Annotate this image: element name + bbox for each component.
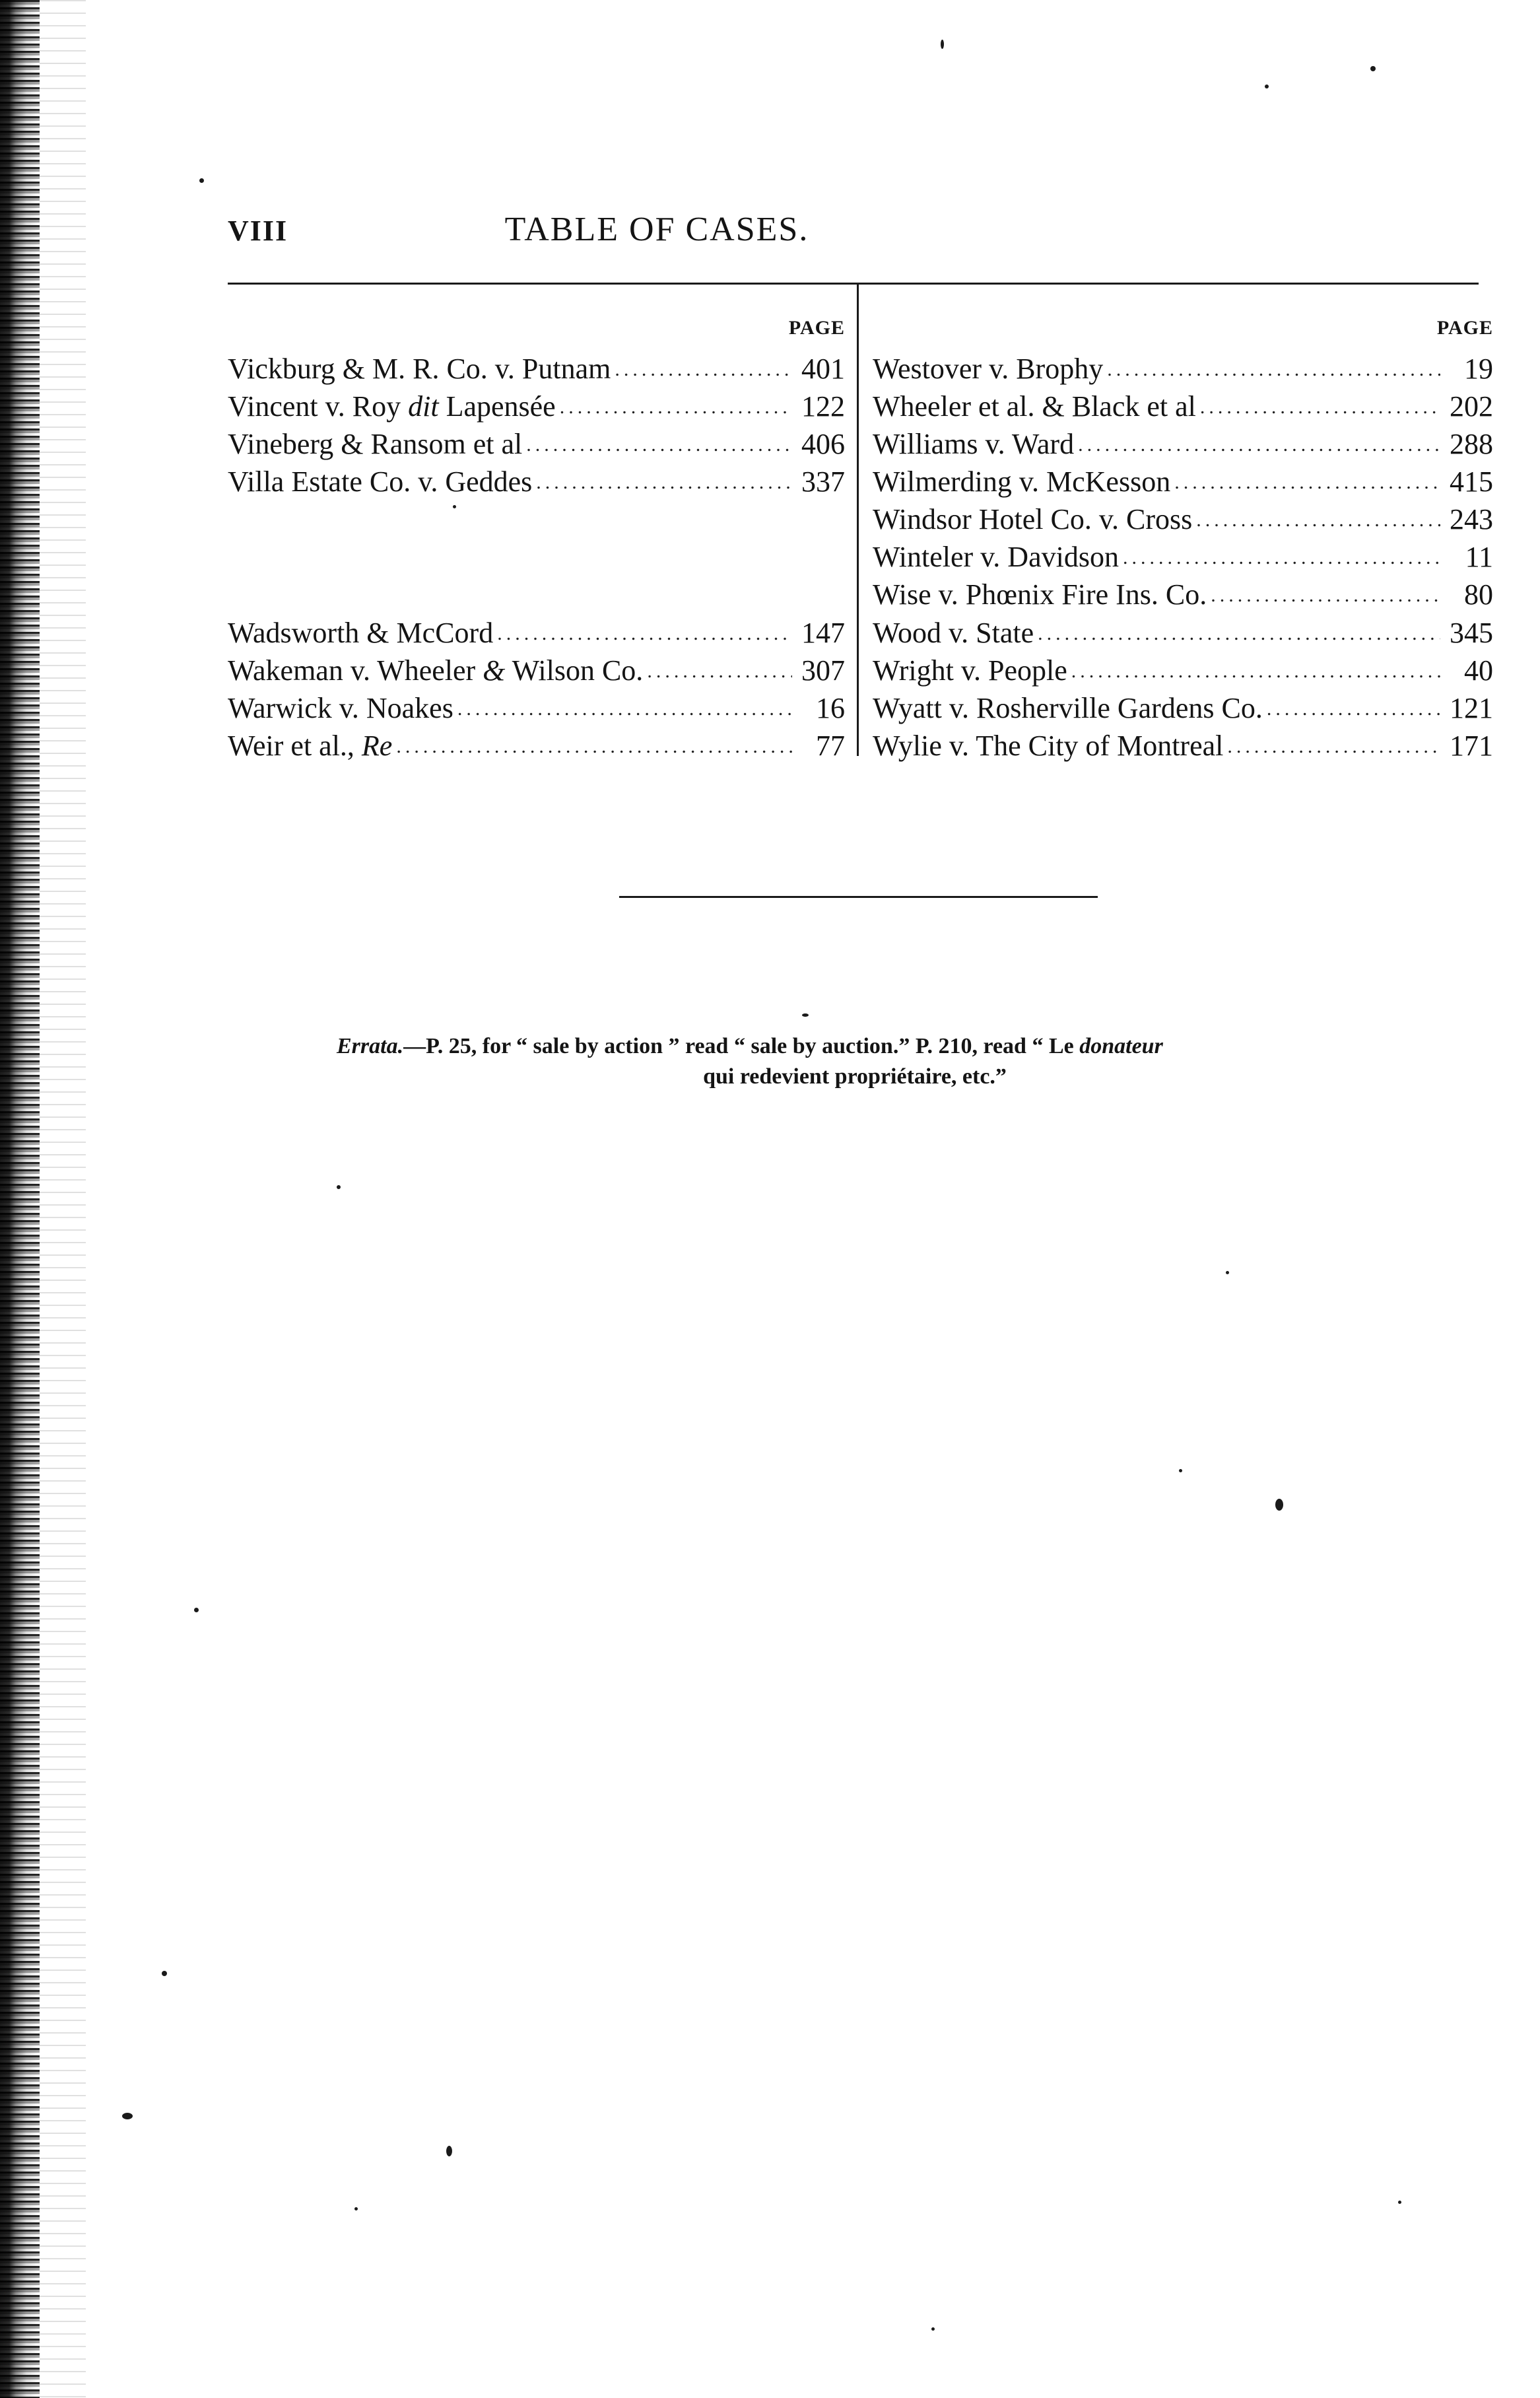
case-name: Vickburg & M. R. Co. v. Putnam <box>228 353 611 385</box>
scan-speck <box>122 2113 133 2119</box>
case-entry <box>873 576 1493 613</box>
case-entry <box>873 388 1493 425</box>
dot-leader <box>1123 539 1440 576</box>
case-name: Winteler v. Davidson <box>873 541 1119 573</box>
dot-leader <box>1200 388 1440 426</box>
page-folio: VIII <box>228 215 288 247</box>
case-page: 406 <box>801 428 845 460</box>
case-name: Warwick v. Noakes <box>228 692 453 724</box>
header-rule <box>228 283 1479 285</box>
errata-line-1: Errata.—P. 25, for “ sale by action ” read “ sale by auction.” P. 210, read “ Le donateur <box>337 1034 1163 1058</box>
scan-speck <box>337 1185 341 1189</box>
case-name: Wakeman v. Wheeler & Wilson Co. <box>228 654 644 687</box>
scan-speck <box>446 2146 452 2156</box>
case-page: 415 <box>1450 465 1493 498</box>
case-entry <box>873 463 1493 500</box>
case-page: 16 <box>816 692 845 724</box>
case-name: Westover v. Brophy <box>873 353 1104 385</box>
case-entry <box>873 425 1493 463</box>
page-column-label: PAGE <box>1436 317 1493 339</box>
scan-speck <box>194 1608 199 1612</box>
dot-leader <box>1267 690 1440 728</box>
case-name: Williams v. Ward <box>873 428 1075 460</box>
case-page: 345 <box>1450 617 1493 649</box>
column-divider <box>857 284 859 756</box>
binding-edge <box>0 0 40 2398</box>
scan-speck <box>354 2207 358 2210</box>
case-page: 147 <box>801 617 845 649</box>
scan-speck <box>802 1013 809 1017</box>
running-head <box>228 210 1479 250</box>
case-page: 288 <box>1450 428 1493 460</box>
case-entry <box>228 425 845 463</box>
case-page: 307 <box>801 654 845 687</box>
case-entry <box>873 500 1493 538</box>
case-entry <box>873 727 1493 765</box>
scan-speck <box>1226 1271 1229 1274</box>
dot-leader <box>396 728 792 765</box>
case-entry <box>873 689 1493 727</box>
case-page: 19 <box>1464 353 1493 385</box>
errata-line-2: qui redevient propriétaire, etc.” <box>703 1064 1007 1089</box>
scan-speck <box>1265 85 1269 88</box>
dot-leader <box>1078 426 1440 463</box>
case-page: 11 <box>1465 541 1493 573</box>
page-column-label: PAGE <box>788 317 845 339</box>
dot-leader <box>1196 501 1440 539</box>
dot-leader <box>1107 351 1440 388</box>
case-entry <box>873 614 1493 652</box>
dot-leader <box>1211 576 1440 614</box>
case-entry <box>873 652 1493 689</box>
dot-leader <box>1227 728 1440 765</box>
case-name: Wright v. People <box>873 654 1067 687</box>
case-name: Wise v. Phœnix Fire Ins. Co. <box>873 578 1207 611</box>
case-entry <box>873 538 1493 576</box>
dot-leader <box>457 690 792 728</box>
case-name: Windsor Hotel Co. v. Cross <box>873 503 1193 535</box>
scan-speck <box>1370 66 1376 71</box>
scan-speck <box>453 505 456 508</box>
case-entry <box>228 350 845 388</box>
case-name: Weir et al., Re <box>228 730 393 762</box>
scan-speck <box>199 178 204 183</box>
case-entry <box>228 463 845 500</box>
dot-leader <box>1071 652 1440 690</box>
dot-leader <box>560 388 792 426</box>
dot-leader <box>647 652 792 690</box>
case-page: 80 <box>1464 578 1493 611</box>
case-name: Wadsworth & McCord <box>228 617 494 649</box>
page-title: TABLE OF CASES. <box>504 211 809 248</box>
case-entry <box>228 388 845 425</box>
dot-leader <box>497 615 792 652</box>
case-page: 202 <box>1450 390 1493 423</box>
scan-speck <box>1179 1469 1182 1472</box>
dot-leader <box>1174 463 1440 501</box>
case-name: Vineberg & Ransom et al <box>228 428 523 460</box>
scan-speck <box>941 40 944 49</box>
case-page: 121 <box>1450 692 1493 724</box>
case-name: Wheeler et al. & Black et al <box>873 390 1196 423</box>
case-page: 171 <box>1450 730 1493 762</box>
scan-speck <box>1398 2201 1401 2204</box>
case-name: Villa Estate Co. v. Geddes <box>228 465 533 498</box>
case-entry <box>228 689 845 727</box>
case-name: Wyatt v. Rosherville Gardens Co. <box>873 692 1263 724</box>
case-entry <box>228 652 845 689</box>
case-entry <box>228 727 845 765</box>
errata-label: Errata. <box>337 1034 404 1058</box>
scan-speck <box>162 1971 167 1976</box>
scan-speck <box>931 2327 935 2331</box>
case-name: Wilmerding v. McKesson <box>873 465 1171 498</box>
case-entry <box>873 350 1493 388</box>
dot-leader <box>1038 615 1440 652</box>
case-page: 337 <box>801 465 845 498</box>
dot-leader <box>615 351 792 388</box>
case-page: 122 <box>801 390 845 423</box>
case-entry <box>228 614 845 652</box>
case-name: Wylie v. The City of Montreal <box>873 730 1224 762</box>
scan-speck <box>1275 1499 1283 1511</box>
dot-leader <box>526 426 792 463</box>
binding-shadow <box>40 0 86 2398</box>
section-rule <box>619 896 1098 898</box>
case-page: 243 <box>1450 503 1493 535</box>
case-page: 40 <box>1464 654 1493 687</box>
case-name: Wood v. State <box>873 617 1034 649</box>
dot-leader <box>536 463 792 501</box>
case-page: 77 <box>816 730 845 762</box>
case-page: 401 <box>801 353 845 385</box>
case-name: Vincent v. Roy dit Lapensée <box>228 390 556 423</box>
